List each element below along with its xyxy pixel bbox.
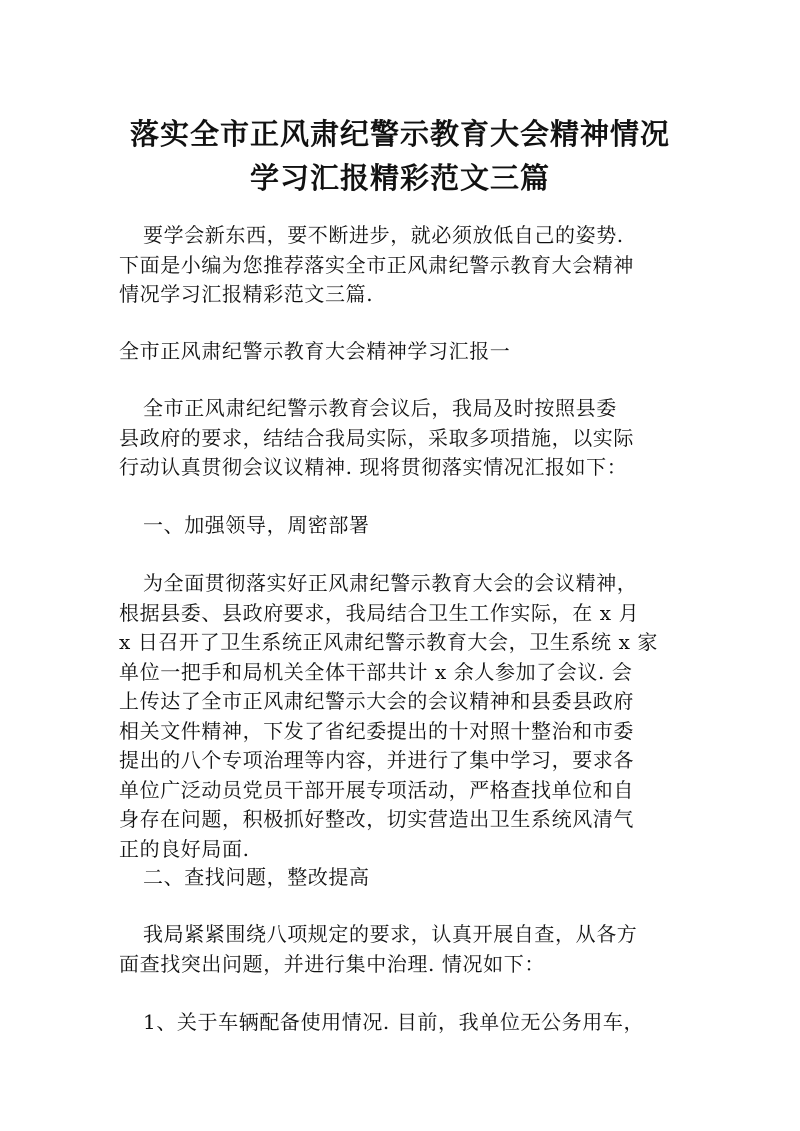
body-paragraph <box>119 394 679 483</box>
body-paragraph <box>119 1008 679 1038</box>
intro-paragraph <box>119 221 679 310</box>
text-line: 县政府的要求，结结合我局实际，采取多项措施，以实际 <box>119 425 634 450</box>
text-line: 提出的八个专项治理等内容，并进行了集中学习，要求各 <box>119 748 634 772</box>
text-line: 1、关于车辆配备使用情况. 目前，我单位无公务用车， <box>143 1010 645 1034</box>
text-line: 一、加强领导，周密部署 <box>143 513 370 537</box>
text-line: 全市正风肃纪纪警示教育会议后，我局及时按照县委 <box>143 396 617 420</box>
text-line: x 日召开了卫生系统正风肃纪警示教育大会，卫生系统 x 家 <box>119 630 659 654</box>
text-line: 情况学习汇报精彩范文三篇. <box>119 282 374 306</box>
text-line: 面查找突出问题，并进行集中治理. 情况如下： <box>119 951 545 976</box>
section-heading <box>119 863 679 893</box>
text-line: 相关文件精神，下发了省纪委提出的十对照十整治和市委 <box>119 718 634 743</box>
title-line-1: 落实全市正风肃纪警示教育大会精神情况 <box>129 117 670 151</box>
section-heading <box>119 511 679 541</box>
report-heading <box>119 337 679 367</box>
text-line: 要学会新东西，要不断进步，就必须放低自己的姿势. <box>143 223 624 247</box>
text-line: 全市正风肃纪警示教育大会精神学习汇报一 <box>119 339 511 363</box>
text-line: 根据县委、县政府要求，我局结合卫生工作实际，在 x 月 <box>119 600 640 625</box>
text-line: 上传达了全市正风肃纪警示大会的会议精神和县委县政府 <box>119 689 634 713</box>
title-line-2: 学习汇报精彩范文三篇 <box>249 161 550 195</box>
body-paragraph <box>119 569 679 864</box>
text-line: 我局紧紧围绕八项规定的要求，认真开展自查，从各方 <box>143 922 638 946</box>
text-line: 行动认真贯彻会议议精神. 现将贯彻落实情况汇报如下： <box>119 455 628 479</box>
text-line: 单位广泛动员党员干部开展专项活动，严格查找单位和自 <box>119 777 634 802</box>
text-line: 为全面贯彻落实好正风肃纪警示教育大会的会议精神， <box>143 571 638 595</box>
text-line: 单位一把手和局机关全体干部共计 x 余人参加了会议. 会 <box>119 659 633 684</box>
text-line: 正的良好局面. <box>119 836 250 861</box>
document-title <box>100 112 700 200</box>
text-line: 二、查找问题，整改提高 <box>143 865 370 889</box>
text-line: 身存在问题，积极抓好整改，切实营造出卫生系统风清气 <box>119 807 634 831</box>
text-line: 下面是小编为您推荐落实全市正风肃纪警示教育大会精神 <box>119 252 634 277</box>
body-paragraph <box>119 920 679 979</box>
